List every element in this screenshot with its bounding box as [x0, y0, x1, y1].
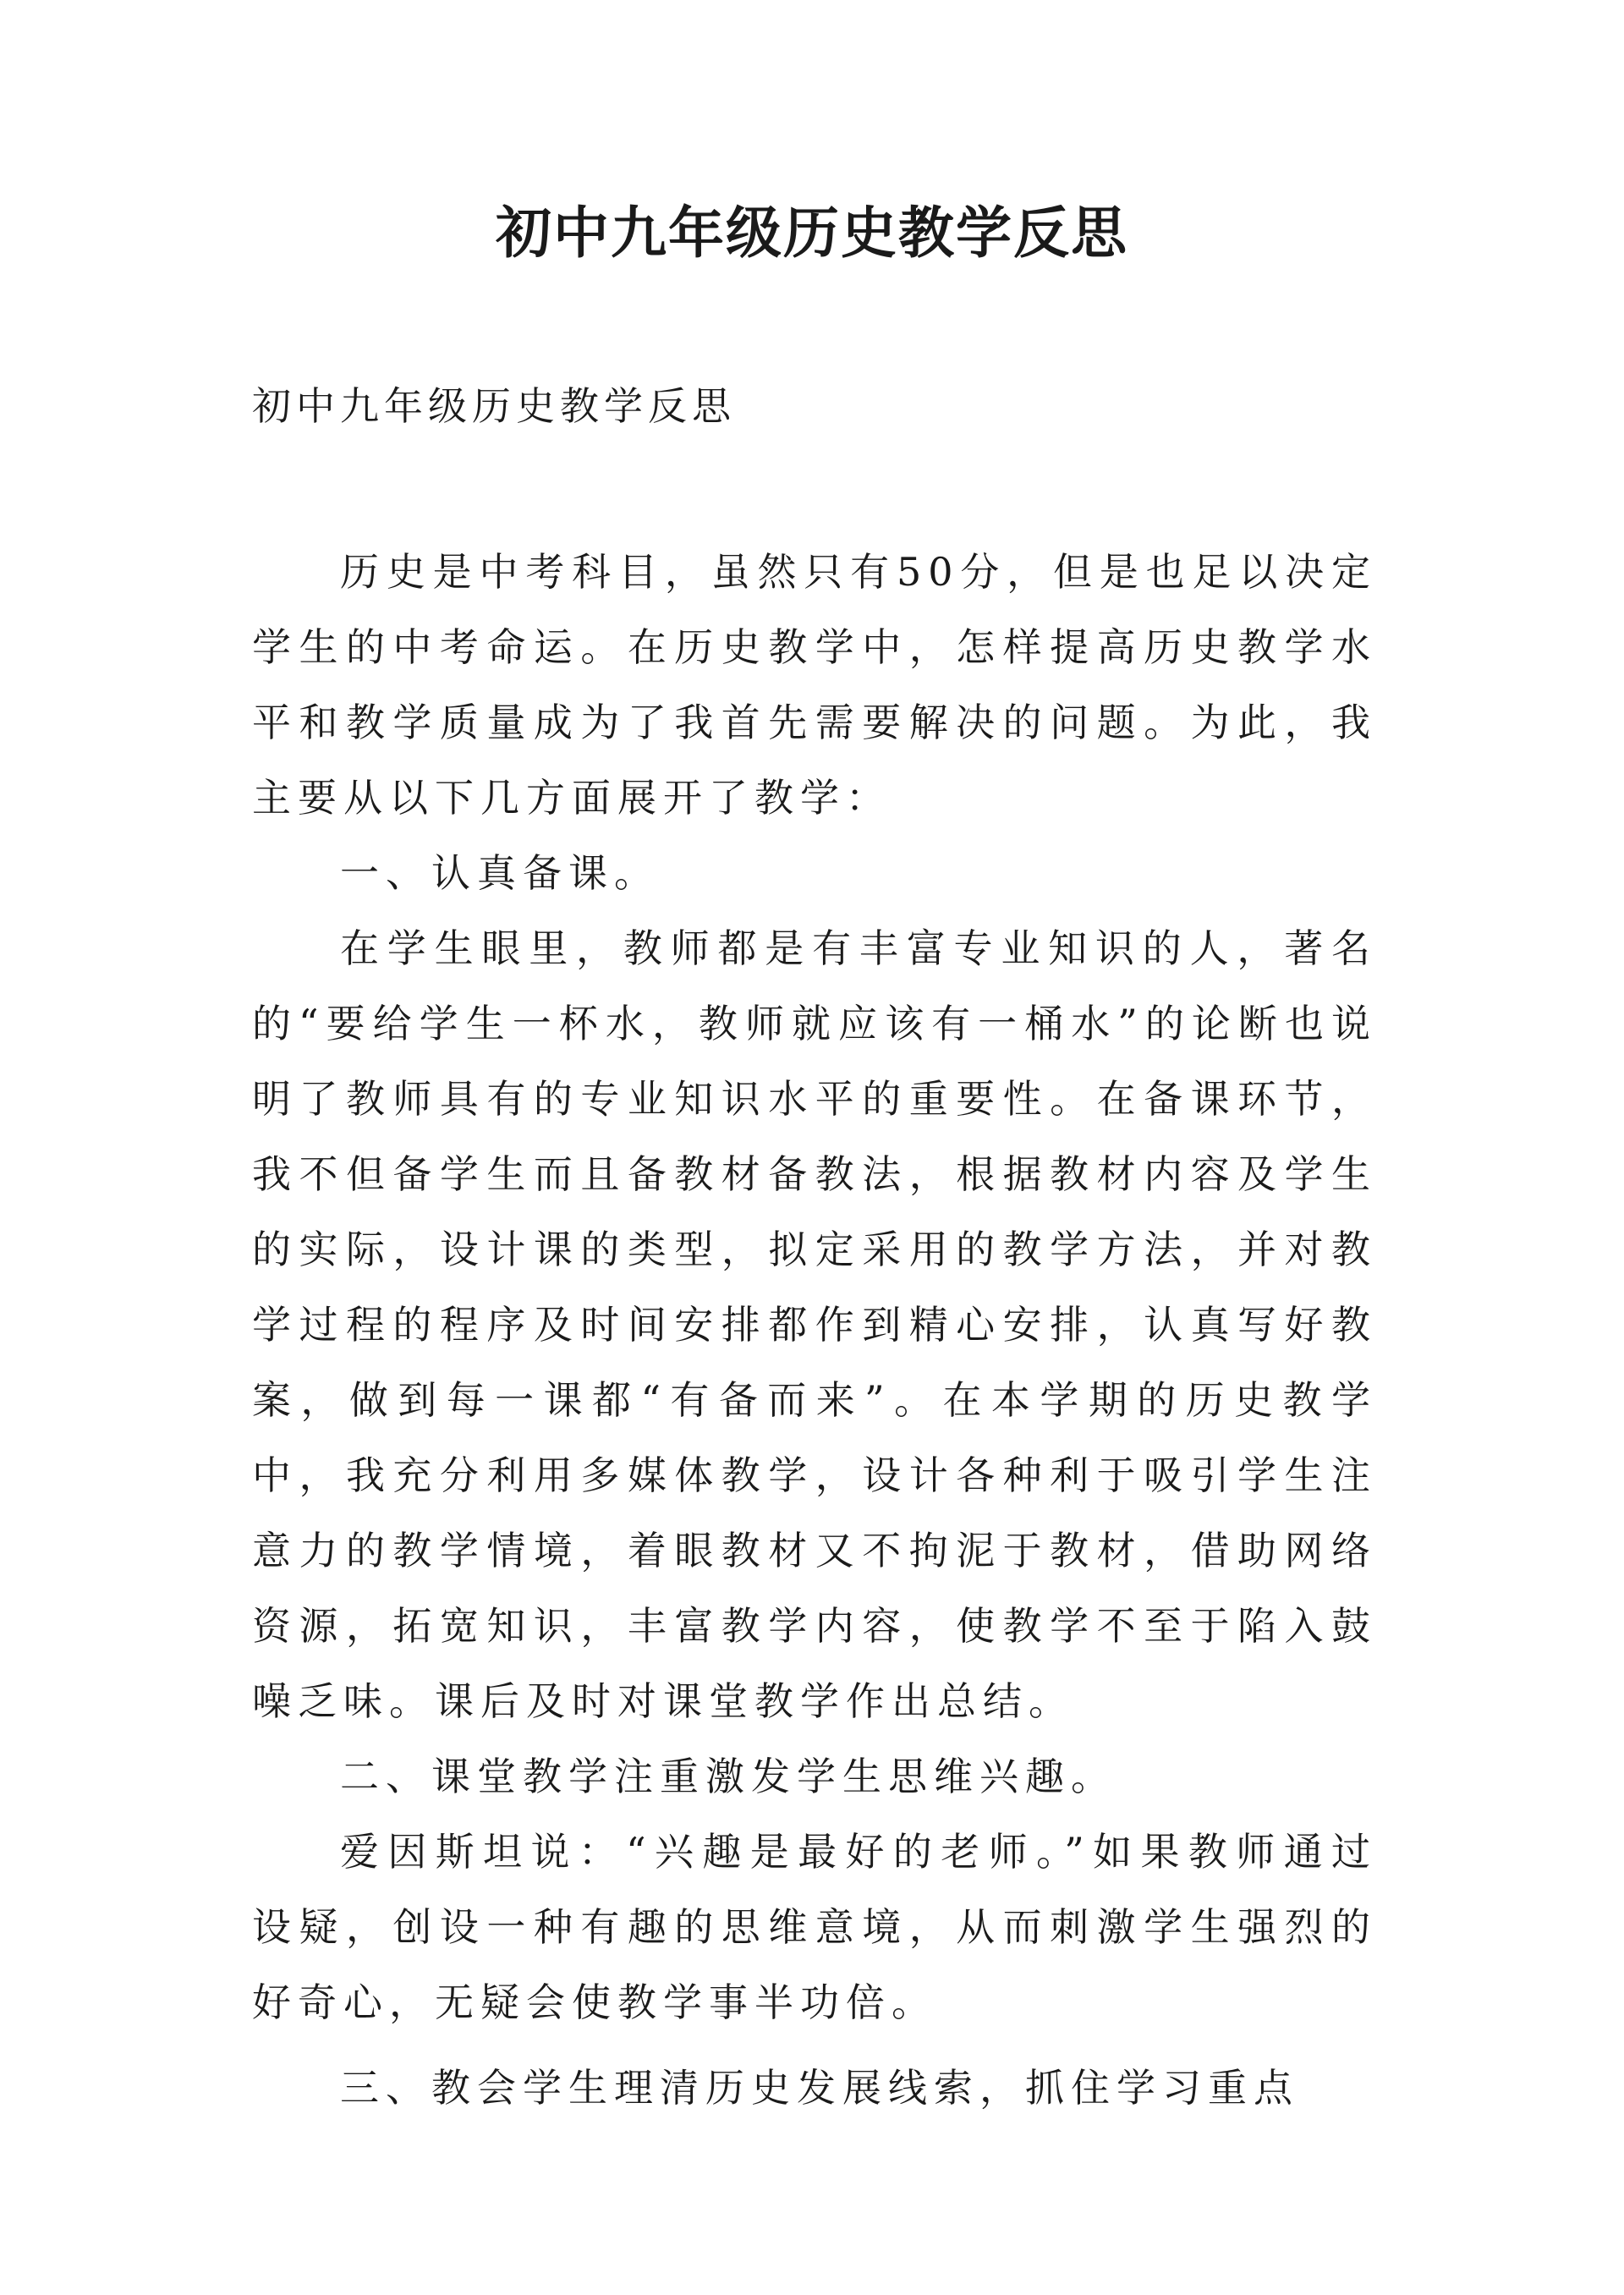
document-body [252, 535, 1377, 2126]
heading-history-clues: 三、教会学生理清历史发展线索，抓住学习重点 [340, 2065, 1299, 2111]
heading-stimulate-interest: 二、课堂教学注重激发学生思维兴趣。 [340, 1754, 1116, 1799]
paragraph-intro: 历史是中考科目，虽然只有50分，但是也足以决定学生的中考命运。在历史教学中，怎样提高历史教学水平和教学质量成为了我首先需要解决的问题。为此，我主要从以下几方面展开了教学： [252, 549, 1377, 821]
heading-prepare-lessons: 一、认真备课。 [340, 850, 660, 896]
paragraph-prepare-lessons: 在学生眼里，教师都是有丰富专业知识的人，著名的“要给学生一杯水，教师就应该有一桶水”的论断也说明了教师具有的专业知识水平的重要性。在备课环节，我不但备学生而且备教材备教法，根据教材内容及学生的实际，设计课的类型，拟定采用的教学方法，并对教学过程的程序及时间安排都作到精心安排，认真写好教案，做到每一课都“有备而来”。在本学期的历史教学中，我充分利用多媒体教学，设计各种利于吸引学生注意力的教学情境，着眼教材又不拘泥于教材，借助网络资源，拓宽知识，丰富教学内容，使教学不至于陷入鼓噪乏味。课后及时对课堂教学作出总结。 [252, 925, 1377, 1724]
paragraph-stimulate-interest: 爱因斯坦说：“兴趣是最好的老师。”如果教师通过设疑，创设一种有趣的思维意境，从而刺激学生强烈的好奇心，无疑会使教学事半功倍。 [252, 1829, 1377, 2025]
document-subtitle: 初中九年级历史教学反思 [252, 383, 736, 429]
document-title: 初中九年级历史教学反思 [496, 200, 1128, 266]
